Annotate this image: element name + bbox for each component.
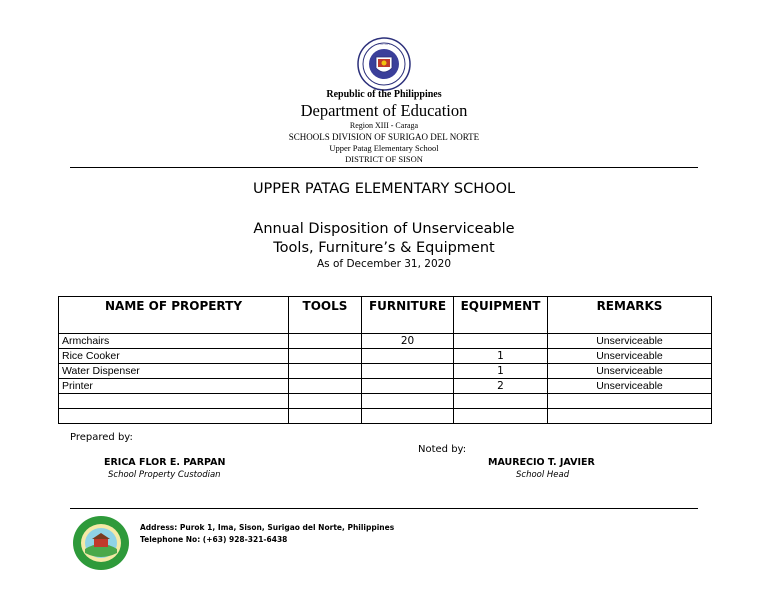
svg-text:·········: ········· [378,42,390,47]
department-name: Department of Education [300,101,468,120]
cell-property [59,409,289,424]
preparer-role: School Property Custodian [108,470,221,480]
table-row [59,394,712,409]
school-head-name: MAURECIO T. JAVIER [488,457,595,468]
cell-remarks [548,394,712,409]
cell-tools [289,409,362,424]
cell-equipment [454,334,548,349]
cell-remarks: Unserviceable [548,364,712,379]
deped-seal-icon [357,37,411,91]
column-header-remarks: REMARKS [548,297,712,334]
cell-remarks: Unserviceable [548,379,712,394]
table-row [59,334,712,349]
table-row [59,409,712,424]
footer-divider [70,508,698,509]
preparer-name: ERICA FLOR E. PARPAN [104,457,226,468]
cell-tools [289,349,362,364]
cell-equipment: 1 [454,364,548,379]
column-header-tools: TOOLS [289,297,362,334]
table-row [59,364,712,379]
republic-label: Republic of the Philippines [326,89,442,100]
region-label: Region XIII - Caraga [349,121,419,130]
cell-furniture [362,364,454,379]
cell-furniture: 20 [362,334,454,349]
cell-furniture [362,379,454,394]
cell-furniture [362,394,454,409]
noted-by-label: Noted by: [418,444,467,455]
cell-property: Water Dispenser [59,364,289,379]
district-label: DISTRICT OF SISON [345,154,423,164]
column-header-furniture: FURNITURE [362,297,454,334]
table-header-row [59,297,712,334]
cell-remarks: Unserviceable [548,349,712,364]
footer-address: Address: Purok 1, Ima, Sison, Surigao del Norte, Philippines [140,523,395,532]
cell-furniture [362,409,454,424]
cell-equipment [454,394,548,409]
footer-telephone: Telephone No: (+63) 928-321-6438 [140,535,288,544]
prepared-by-label: Prepared by: [70,432,133,443]
cell-property [59,394,289,409]
cell-tools [289,364,362,379]
table-row [59,379,712,394]
cell-equipment: 2 [454,379,548,394]
school-title: UPPER PATAG ELEMENTARY SCHOOL [252,181,516,197]
cell-property: Printer [59,379,289,394]
cell-remarks: Unserviceable [548,334,712,349]
division-label: SCHOOLS DIVISION OF SURIGAO DEL NORTE [288,132,480,142]
school-logo-icon [72,515,130,571]
cell-property: Rice Cooker [59,349,289,364]
cell-tools [289,334,362,349]
document-title-line1: Annual Disposition of Unserviceable [253,221,515,237]
cell-equipment [454,409,548,424]
cell-tools [289,394,362,409]
cell-remarks [548,409,712,424]
column-header-name: NAME OF PROPERTY [59,297,289,334]
cell-tools [289,379,362,394]
cell-property: Armchairs [59,334,289,349]
cell-equipment: 1 [454,349,548,364]
disposition-table [58,296,712,424]
column-header-equipment: EQUIPMENT [454,297,548,334]
cell-furniture [362,349,454,364]
school-label: Upper Patag Elementary School [329,143,439,153]
header-divider [70,167,698,168]
as-of-date: As of December 31, 2020 [317,258,451,270]
school-head-role: School Head [516,470,570,480]
document-title-line2: Tools, Furniture’s & Equipment [273,240,495,256]
table-row [59,349,712,364]
